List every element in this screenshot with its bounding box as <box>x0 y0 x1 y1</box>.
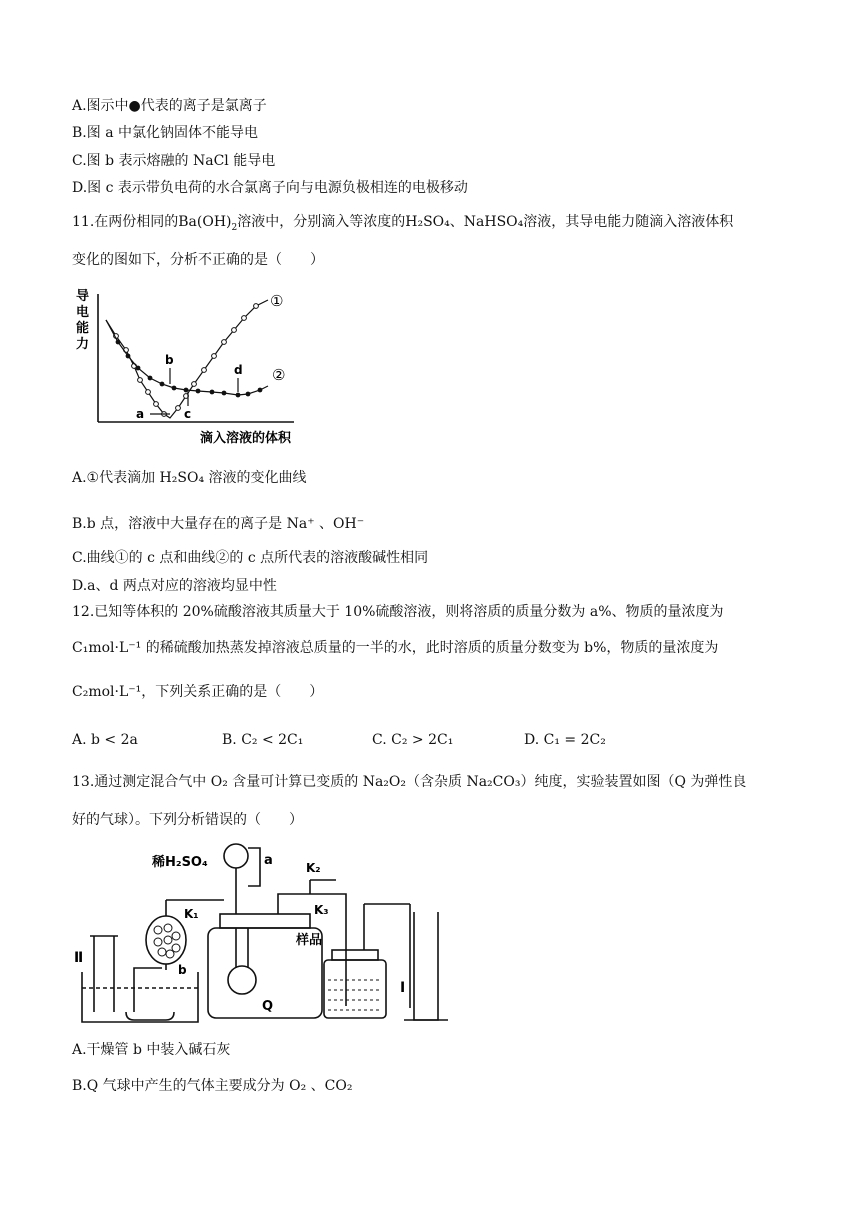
funnel-a-label: a <box>264 853 273 868</box>
q11-stem-1: 11.在两份相同的 <box>72 214 179 230</box>
q11-baoh: Ba(OH) <box>178 214 232 230</box>
xlabel: 滴入溶液的体积 <box>200 431 292 446</box>
ylabel-char-4: 力 <box>76 337 90 352</box>
sample-label: 样品 <box>296 933 323 948</box>
q10-option-d: D.图 c 表示带负电荷的水合氯离子向与电源负极相连的电极移动 <box>72 180 468 196</box>
q11-option-c: C.曲线①的 c 点和曲线②的 c 点所代表的溶液酸碱性相同 <box>72 550 429 566</box>
curve-2-label: ② <box>272 366 286 384</box>
q11-nahso4: NaHSO₄ <box>463 214 524 230</box>
q11-option-b: B.b 点，溶液中大量存在的离子是 Na⁺ 、OH⁻ <box>72 516 365 532</box>
q11-stem-line2: 变化的图如下，分析不正确的是（ ） <box>72 252 324 268</box>
balloon-q-label: Q <box>262 999 274 1014</box>
cylinder-i-label: Ⅰ <box>400 980 406 996</box>
k3-label: K₃ <box>314 903 329 917</box>
q13-option-b: B.Q 气球中产生的气体主要成分为 O₂ 、CO₂ <box>72 1078 353 1094</box>
q12-option-b: B. C₂ < 2C₁ <box>222 732 304 748</box>
q12-stem-line3: C₂mol·L⁻¹，下列关系正确的是（ ） <box>72 684 324 700</box>
q12-option-d: D. C₁ = 2C₂ <box>524 732 606 748</box>
q12-stem-line1: 12.已知等体积的 20%硫酸溶液其质量大于 10%硫酸溶液，则将溶质的质量分数为 a%、物质的量浓度为 <box>72 604 724 620</box>
k1-label: K₁ <box>184 907 199 921</box>
q13-stem-line2: 好的气球）。下列分析错误的（ ） <box>72 812 303 828</box>
q11-option-d: D.a、d 两点对应的溶液均显中性 <box>72 578 277 594</box>
q10-option-c: C.图 b 表示熔融的 NaCl 能导电 <box>72 153 276 169</box>
apparatus-diagram <box>74 840 454 1030</box>
curve-1-markers <box>114 304 259 417</box>
trough-ii-label: Ⅱ <box>74 950 84 966</box>
q12-option-a: A. b < 2a <box>72 732 138 748</box>
q11-h2so4: H₂SO₄ <box>405 214 450 230</box>
k2-label: K₂ <box>306 861 321 875</box>
point-a-label: a <box>136 407 145 421</box>
q13-stem-line1: 13.通过测定混合气中 O₂ 含量可计算已变质的 Na₂O₂（含杂质 Na₂CO₃）纯度，实验装置如图（Q 为弹性良 <box>72 774 747 790</box>
q11-sep: 、 <box>449 214 464 230</box>
q11-stem-3: 溶液，其导电能力随滴入溶液体积 <box>523 214 734 230</box>
q11-stem: 11.在两份相同的$Ba(OH)_2$溶液中，分别滴入等浓度的H₂SO₄、NaHSO₄溶液，其导电能力随滴入溶液体积 <box>72 214 734 233</box>
q10-option-a: A.图示中●代表的离子是氯离子 <box>72 98 267 114</box>
q12-stem-line2: C₁mol·L⁻¹ 的稀硫酸加热蒸发掉溶液总质量的一半的水，此时溶质的质量分数变为 b%，物质的量浓度为 <box>72 640 719 656</box>
point-b-label: b <box>165 353 174 367</box>
q13-option-a: A.干燥管 b 中装入碱石灰 <box>72 1042 231 1058</box>
acid-label: 稀H₂SO₄ <box>152 855 208 870</box>
point-d-label: d <box>234 363 243 377</box>
q11-option-a: A.①代表滴加 H₂SO₄ 溶液的变化曲线 <box>72 470 307 486</box>
q12-option-c: C. C₂ > 2C₁ <box>372 732 454 748</box>
ylabel-char-2: 电 <box>76 305 90 320</box>
ylabel-char-1: 导 <box>76 289 90 304</box>
curve-1-label: ① <box>270 292 284 310</box>
q10-option-b: B.图 a 中氯化钠固体不能导电 <box>72 125 258 141</box>
point-c-label: c <box>184 407 192 421</box>
ylabel-char-3: 能 <box>76 321 90 336</box>
conductivity-graph <box>72 280 312 450</box>
tube-b-label: b <box>178 963 187 977</box>
q11-stem-2: 溶液中，分别滴入等浓度的 <box>237 214 406 230</box>
